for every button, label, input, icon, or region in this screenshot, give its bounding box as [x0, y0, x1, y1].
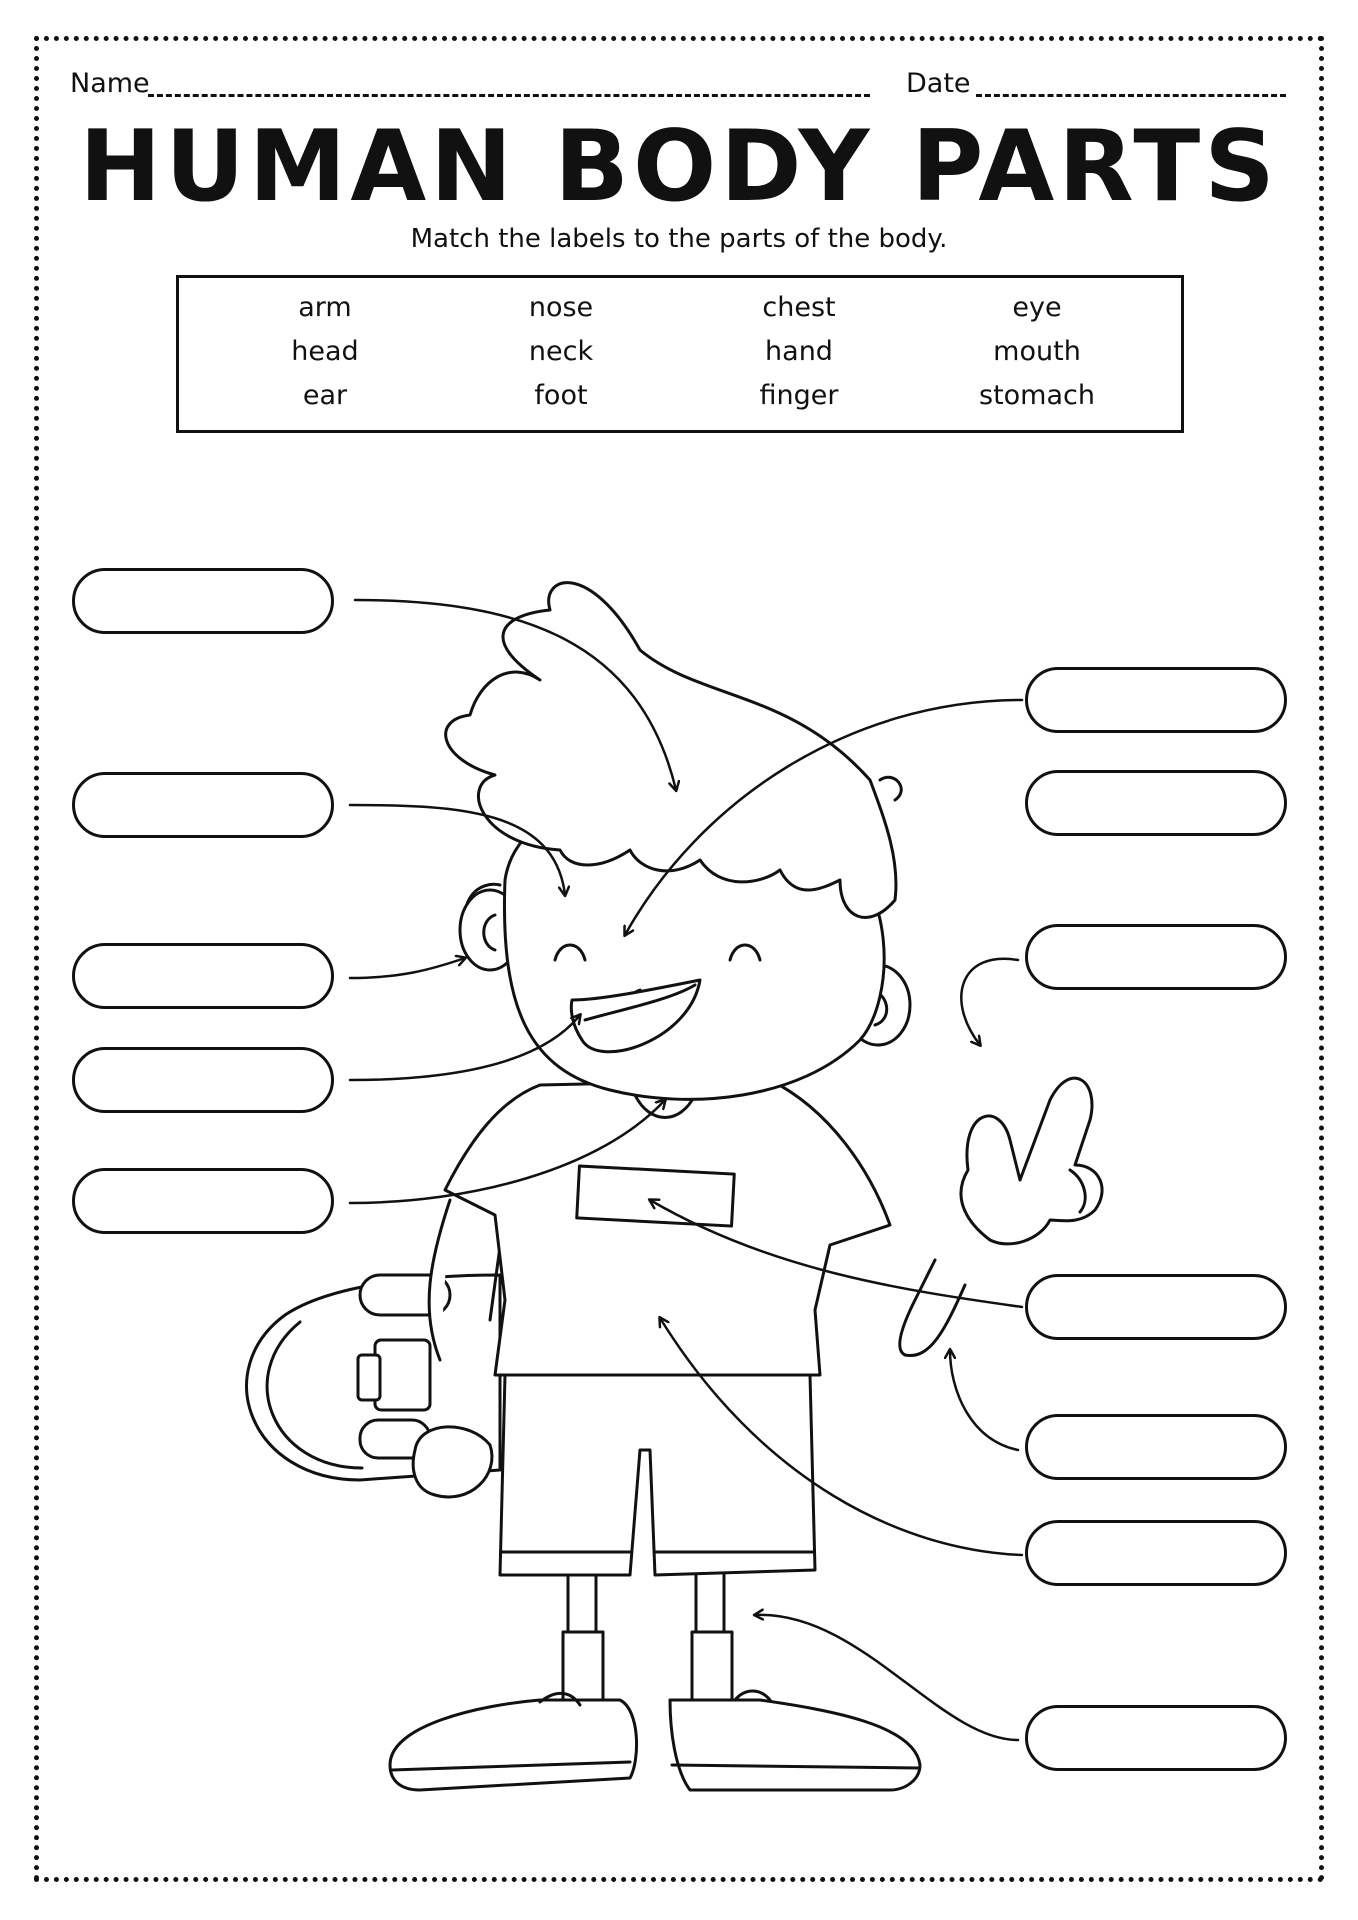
shoe-right-icon: [670, 1691, 920, 1790]
word-bank-item: eye: [1012, 292, 1062, 323]
label-box-right-3[interactable]: [1025, 924, 1287, 990]
label-box-left-1[interactable]: [72, 568, 334, 634]
label-box-left-2[interactable]: [72, 772, 334, 838]
label-box-left-5[interactable]: [72, 1168, 334, 1234]
name-label: Name: [70, 68, 150, 99]
head-icon: [446, 583, 910, 1100]
word-bank-item: chest: [762, 292, 836, 323]
peace-hand-icon: [961, 1078, 1102, 1244]
word-bank-item: stomach: [979, 380, 1095, 411]
word-bank-item: head: [291, 336, 359, 367]
label-box-left-4[interactable]: [72, 1047, 334, 1113]
label-box-right-6[interactable]: [1025, 1520, 1287, 1586]
label-box-right-4[interactable]: [1025, 1274, 1287, 1340]
label-box-right-2[interactable]: [1025, 770, 1287, 836]
word-bank-item: arm: [298, 292, 352, 323]
word-bank-item: ear: [302, 380, 348, 411]
word-bank-item: neck: [528, 336, 594, 367]
page-title: HUMAN BODY PARTS: [79, 110, 1279, 224]
label-box-right-5[interactable]: [1025, 1414, 1287, 1480]
instructions: Match the labels to the parts of the body.: [410, 224, 948, 254]
shoe-left-icon: [390, 1693, 637, 1790]
word-bank-item: mouth: [993, 336, 1081, 367]
word-bank-item: foot: [534, 380, 588, 411]
word-bank-item: finger: [759, 380, 839, 411]
label-box-left-3[interactable]: [72, 943, 334, 1009]
date-label: Date: [906, 68, 971, 99]
word-bank-item: nose: [528, 292, 594, 323]
label-box-right-7[interactable]: [1025, 1705, 1287, 1771]
label-box-right-1[interactable]: [1025, 667, 1287, 733]
word-bank-item: hand: [765, 336, 833, 367]
